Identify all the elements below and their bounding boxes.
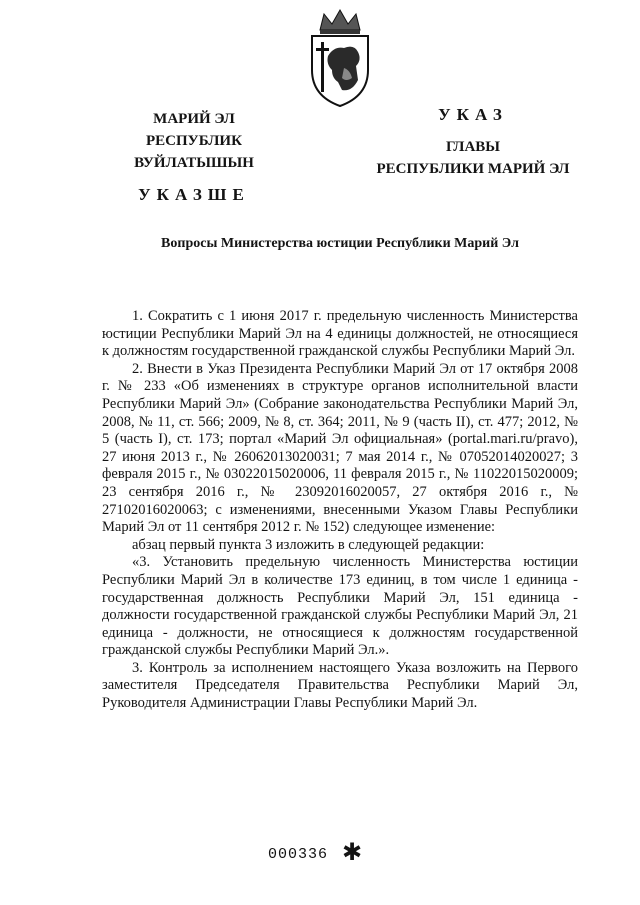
header-left-line3: УКАЗШЕ (138, 185, 250, 204)
paragraph-3: абзац первый пункта 3 изложить в следующей редакции: (132, 536, 485, 553)
paragraph-1: 1. Сократить с 1 июня 2017 г. предельную численность Министерства юстиции Республики Марий Эл на 4 единицы должностей, не относящиеся к должностям государственной гражданской службы Республики Марий Эл. (102, 308, 578, 360)
document-body (102, 308, 578, 713)
header-left-line2: ВУЙЛАТЫШЫН (134, 155, 254, 171)
serial-number: 000336 (268, 846, 329, 863)
paragraph-4: «3. Установить предельную численность Министерства юстиции Республики Марий Эл в количестве 173 единиц, в том числе 1 единица - государственная должность Республики Марий Эл, 151 единица - должности государственной гражданской службы Республики Марий Эл, 21 единица - должности, не относящиеся к должностям государственной гражданской службы Республики Марий Эл.». (102, 554, 578, 659)
coat-of-arms-icon (298, 8, 382, 108)
paragraph-5: 3. Контроль за исполнением настоящего Указа возложить на Первого заместителя Председателя Правительства Республики Марий Эл, Руководителя Администрации Главы Республики Марий Эл. (102, 659, 578, 712)
header-right (368, 104, 578, 180)
header-right-line3: РЕСПУБЛИКИ МАРИЙ ЭЛ (376, 161, 570, 177)
document-title: Вопросы Министерства юстиции Республики Марий Эл (161, 236, 519, 251)
star-mark: ✱ (342, 838, 363, 866)
header-left (104, 108, 284, 206)
header-right-line1: УКАЗ (438, 105, 508, 124)
header-right-line2: ГЛАВЫ (445, 139, 501, 155)
header-left-line1: МАРИЙ ЭЛ РЕСПУБЛИК (146, 111, 242, 149)
paragraph-2: 2. Внести в Указ Президента Республики Марий Эл от 17 октября 2008 г. № 233 «Об изменениях в структуре органов исполнительной власти Республики Марий Эл» (Собрание законодательства Республики Марий Эл, 2008, № 11, ст. 566; 2009, № 8, ст. 364; 2011, № 9 (часть II), ст. 477; 2012, № 5 (часть I), ст. 173; портал «Марий Эл официальная» (portal.mari.ru/pravo), 27 июня 2013 г., № 26062013020031; 7 мая 2014 г., № 07052014020027; 3 февраля 2015 г., № 03022015020006, 11 февраля 2015 г., № 11022015020009; 23 сентября 2016 г., № 23092016020057, 27 октября 2016 г., № 27102016020063; с изменениями, внесенными Указом Главы Республики Марий Эл от 11 сентября 2012 г. № 152) следующее изменение: (102, 360, 578, 536)
